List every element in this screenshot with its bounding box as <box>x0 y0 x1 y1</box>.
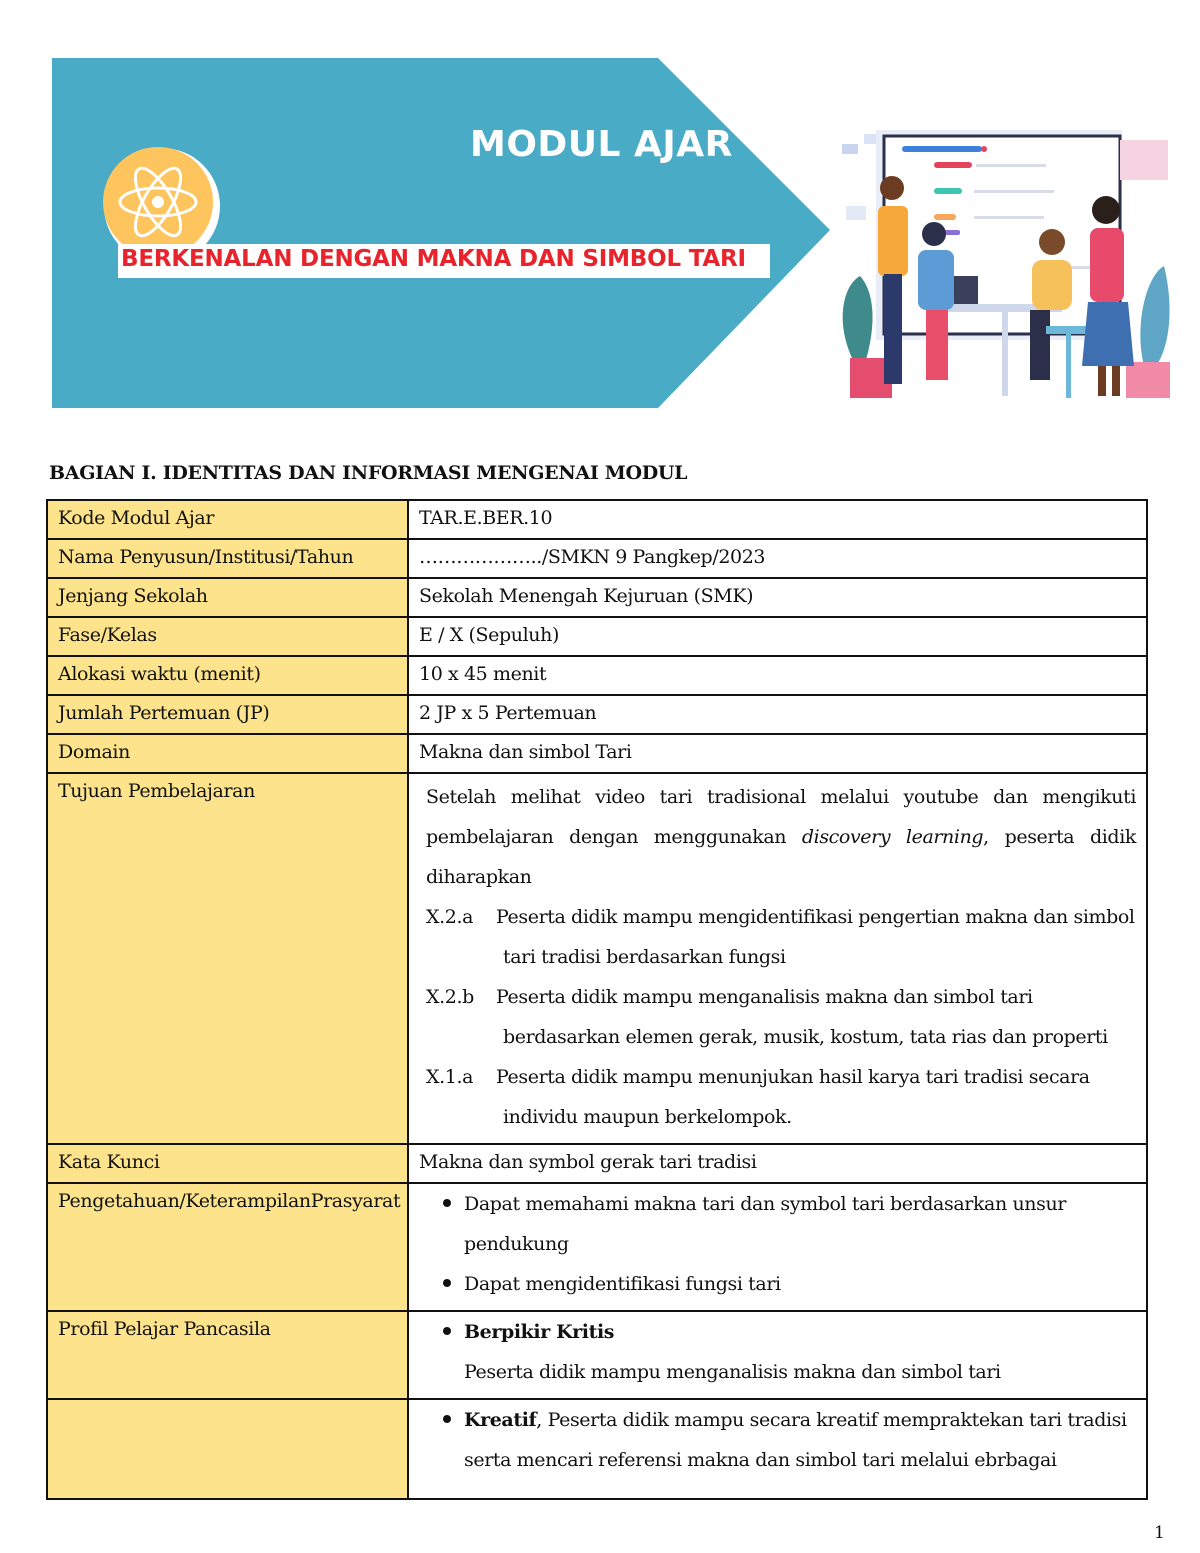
kata-kunci-value: Makna dan symbol gerak tari tradisi <box>408 1144 1147 1183</box>
table-row <box>47 539 1147 578</box>
kreatif-list <box>419 1400 1136 1480</box>
objective-item <box>419 897 1136 977</box>
objective-item <box>419 1057 1136 1137</box>
row-label: Domain <box>47 734 408 773</box>
table-row <box>47 500 1147 539</box>
table-row-profil <box>47 1311 1147 1399</box>
profil-label-empty <box>47 1399 408 1499</box>
kritis-desc: Peserta didik mampu menganalisis makna dan simbol tari <box>464 1361 1001 1383</box>
row-value: E / X (Sepuluh) <box>408 617 1147 656</box>
row-label: Fase/Kelas <box>47 617 408 656</box>
team-meeting-illustration <box>834 126 1174 402</box>
prasyarat-content <box>408 1183 1147 1311</box>
row-label: Jumlah Pertemuan (JP) <box>47 695 408 734</box>
table-row <box>47 734 1147 773</box>
banner-title: MODUL AJAR <box>470 124 733 165</box>
row-value: Makna dan simbol Tari <box>408 734 1147 773</box>
objective-text-cont: individu maupun berkelompok. <box>503 1106 792 1128</box>
list-item: Dapat mengidentifikasi fungsi tari <box>445 1264 1136 1304</box>
table-row <box>47 656 1147 695</box>
table-row-tujuan <box>47 773 1147 1144</box>
tujuan-intro-before: Setelah melihat video tari tradisional melalui youtube dan mengikuti pembelajaran dengan menggunakan <box>426 786 1136 848</box>
table-row <box>47 578 1147 617</box>
objective-code: X.2.a <box>426 906 474 928</box>
table-row <box>47 695 1147 734</box>
row-label: Kode Modul Ajar <box>47 500 408 539</box>
banner-subtitle: BERKENALAN DENGAN MAKNA DAN SIMBOL TARI <box>118 244 770 278</box>
kritis-title: Berpikir Kritis <box>464 1321 615 1343</box>
objective-text: Peserta didik mampu mengidentifikasi pengertian makna dan simbol <box>496 906 1135 928</box>
objective-text: Peserta didik mampu menunjukan hasil karya tari tradisi secara <box>496 1066 1090 1088</box>
prasyarat-list <box>419 1184 1136 1304</box>
list-item: Dapat memahami makna tari dan symbol tari berdasarkan unsur pendukung <box>445 1184 1136 1264</box>
profil-content <box>408 1311 1147 1399</box>
row-value: 10 x 45 menit <box>408 656 1147 695</box>
table-row-kata-kunci <box>47 1144 1147 1183</box>
objective-text-cont: berdasarkan elemen gerak, musik, kostum, tata rias dan properti <box>503 1026 1108 1048</box>
objective-text: Peserta didik mampu menganalisis makna dan simbol tari <box>496 986 1033 1008</box>
table-row-prasyarat <box>47 1183 1147 1311</box>
kreatif-content <box>408 1399 1147 1499</box>
list-item <box>445 1312 1136 1352</box>
objective-text-cont: tari tradisi berdasarkan fungsi <box>503 946 786 968</box>
prasyarat-label: Pengetahuan/KeterampilanPrasyarat <box>47 1183 408 1311</box>
table-row-profil-kreatif <box>47 1399 1147 1499</box>
tujuan-intro <box>419 777 1136 897</box>
tujuan-intro-after: , peserta didik diharapkan <box>426 826 1136 888</box>
profil-list <box>419 1312 1136 1352</box>
kata-kunci-label: Kata Kunci <box>47 1144 408 1183</box>
kreatif-desc: , Peserta didik mampu secara kreatif mempraktekan tari tradisi serta mencari referensi makna dan simbol tari melalui ebrbagai <box>464 1409 1127 1471</box>
objective-code: X.2.b <box>426 986 474 1008</box>
row-label: Jenjang Sekolah <box>47 578 408 617</box>
objective-item <box>419 977 1136 1057</box>
row-value: Sekolah Menengah Kejuruan (SMK) <box>408 578 1147 617</box>
tujuan-content <box>408 773 1147 1144</box>
kreatif-title: Kreatif <box>464 1409 537 1431</box>
row-value: TAR.E.BER.10 <box>408 500 1147 539</box>
module-identity-table <box>46 499 1148 1500</box>
page-number: 1 <box>1154 1523 1165 1543</box>
header-banner <box>52 58 842 408</box>
row-label: Nama Penyusun/Institusi/Tahun <box>47 539 408 578</box>
section-heading: BAGIAN I. IDENTITAS DAN INFORMASI MENGENAI MODUL <box>49 462 688 484</box>
tujuan-label: Tujuan Pembelajaran <box>47 773 408 1144</box>
tujuan-intro-italic: discovery learning <box>801 826 984 848</box>
profil-label: Profil Pelajar Pancasila <box>47 1311 408 1399</box>
objective-code: X.1.a <box>426 1066 474 1088</box>
row-value: 2 JP x 5 Pertemuan <box>408 695 1147 734</box>
row-value: ………………../SMKN 9 Pangkep/2023 <box>408 539 1147 578</box>
row-label: Alokasi waktu (menit) <box>47 656 408 695</box>
list-item <box>445 1400 1136 1480</box>
table-row <box>47 617 1147 656</box>
